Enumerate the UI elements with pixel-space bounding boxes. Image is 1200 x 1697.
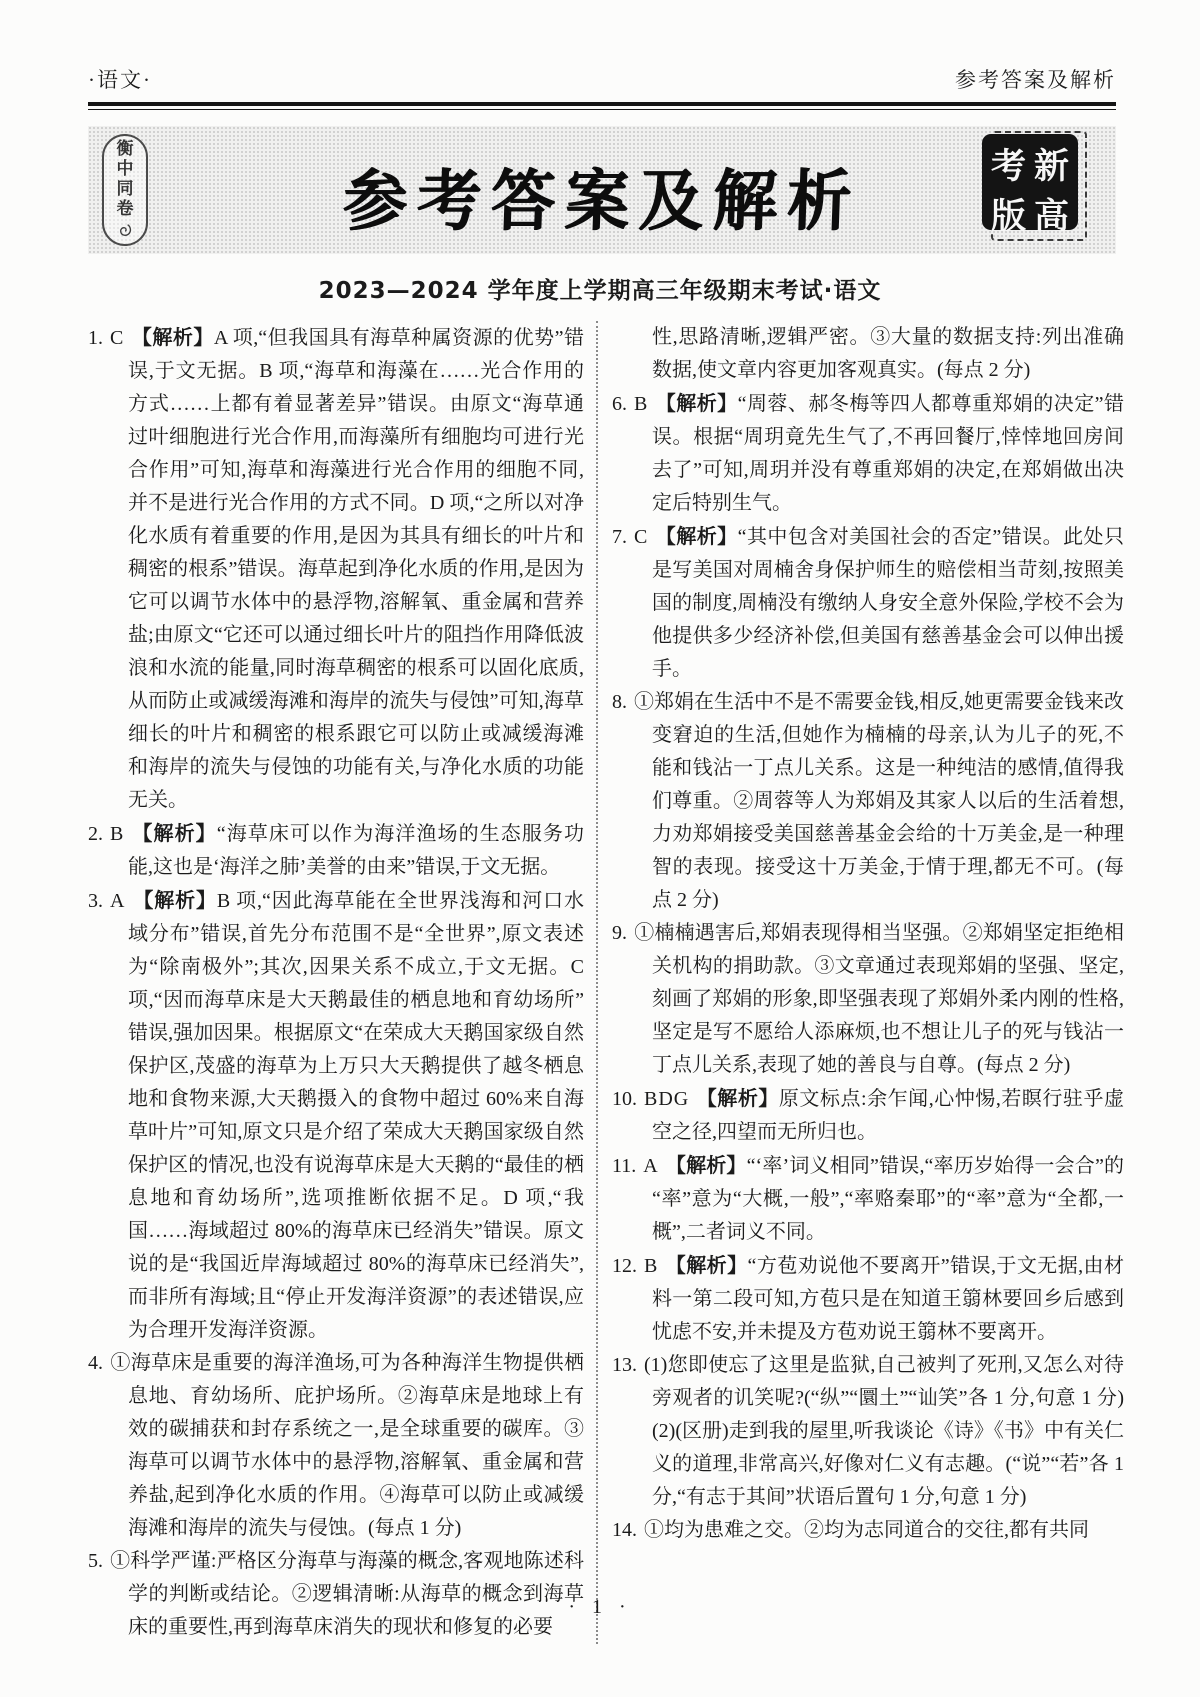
item-number: 7.: [612, 526, 627, 548]
item-answer: B: [634, 393, 649, 415]
stamp-right-char: 高: [1033, 197, 1069, 237]
answer-item-7: [612, 520, 1124, 686]
answer-item-6: [612, 387, 1124, 520]
jiexi-label: 【解析】: [131, 325, 214, 349]
item-number: 4.: [88, 1352, 103, 1374]
item-number: 13.: [612, 1354, 637, 1376]
item-text: 原文标点:余乍闻,心忡惕,若瞑行驻乎虚空之径,四望而无所归也。: [652, 1088, 1124, 1143]
answers-two-columns: [88, 321, 1124, 1644]
item-text: “海草床可以作为海洋渔场的生态服务功能,这也是‘海洋之肺’美誉的由来”错误,于文无据。: [128, 823, 584, 878]
item-text: “方苞劝说他不要离开”错误,于文无据,由材料一第二段可知,方苞只是在知道王篛林要回乡后感到忧虑不安,并未提及方苞劝说王篛林不要离开。: [652, 1255, 1124, 1343]
item-number: 12.: [612, 1255, 637, 1277]
answer-item-2: [88, 817, 584, 884]
header-rule: [88, 102, 1116, 110]
stamp-left-char: 中: [116, 159, 134, 178]
item-number: 11.: [612, 1155, 637, 1177]
jiexi-label: 【解析】: [655, 524, 738, 548]
answer-item-5: [88, 1545, 584, 1644]
item-number: 1.: [88, 327, 103, 349]
item-number: 8.: [612, 691, 627, 713]
jiexi-label: 【解析】: [131, 821, 217, 845]
answer-item-4: [88, 1347, 584, 1545]
item-text: (1)您即使忘了这里是监狱,自己被判了死刑,又怎么对待旁观者的讥笑呢?(“纵”“圜土”“讪笑”各 1 分,句意 1 分) (2)(区册)走到我的屋里,听我谈论《诗》《书》中有关仁义的道理,非常高兴,好像对仁义有志趣。(“说”“若”各 1 分,“有志于其间”状语后置句 1 分,句意 1 分): [644, 1354, 1124, 1508]
item-answer: A: [110, 890, 126, 912]
item-answer: B: [644, 1255, 659, 1277]
left-column: [88, 321, 596, 1644]
item-text: B 项,“因此海草能在全世界浅海和河口水域分布”错误,首先分布范围不是“全世界”,原文表述为“除南极外”;其次,因果关系不成立,于文无据。C 项,“因而海草床是大天鹅最佳的栖息地和育幼场所”错误,强加因果。根据原文“在荣成大天鹅国家级自然保护区,茂盛的海草为上万只大天鹅提供了越冬栖息地和食物来源,大天鹅摄入的食物中超过 60%来自海草叶片”可知,原文只是介绍了荣成大天鹅国家级自然保护区的情况,也没有说海草床是大天鹅的“最佳的栖息地和育幼场所”,选项推断依据不足。D 项,“我国……海域超过 80%的海草床已经消失”错误。原文说的是“我国近岸海域超过 80%的海草床已经消失”,而非所有海域;且“停止开发海洋资源”的表述错误,应为合理开发海洋资源。: [128, 890, 585, 1341]
item-text: ①均为患难之交。②均为志同道合的交往,都有共同: [644, 1519, 1089, 1541]
item-answer: C: [110, 327, 125, 349]
item-text: “‘率’词义相同”错误,“率历岁始得一会合”的“率”意为“大概,一般”,“率赂秦耶”的“率”意为“全都,一概”,二者词义不同。: [652, 1155, 1124, 1243]
answer-item-10: [612, 1082, 1124, 1149]
stamp-left-char: 同: [116, 179, 134, 198]
stamp-right-char: 考: [990, 147, 1026, 187]
page-number: · 1 ·: [568, 1596, 632, 1618]
stamp-left-char: 卷: [116, 199, 134, 218]
answer-item-12: [612, 1249, 1124, 1349]
answer-item-1: [88, 321, 584, 817]
item-text: ①海草床是重要的海洋渔场,可为各种海洋生物提供栖息地、育幼场所、庇护场所。②海草床是地球上有效的碳捕获和封存系统之一,是全球重要的碳库。③海草可以调节水体中的悬浮物,溶解氧、重金属和营养盐,起到净化水质的作用。④海草可以防止或减缓海滩和海岸的流失与侵蚀。(每点 1 分): [110, 1352, 584, 1539]
stamp-right-char: 版: [990, 197, 1026, 237]
right-column: [596, 321, 1124, 1644]
item-number: 6.: [612, 393, 627, 415]
stamp-right-box: [982, 134, 1078, 237]
answer-item-9: [612, 917, 1124, 1082]
item-text: “其中包含对美国社会的否定”错误。此处只是写美国对周楠舍身保护师生的赔偿相当苛刻,按照美国的制度,周楠没有缴纳人身安全意外保险,学校不会为他提供多少经济补偿,但美国有慈善基金会可以伸出援手。: [652, 526, 1125, 680]
jiexi-label: 【解析】: [655, 391, 738, 415]
answer-item-14: [612, 1514, 1124, 1547]
item-number: 14.: [612, 1519, 637, 1541]
answer-item-13: [612, 1349, 1124, 1514]
exam-subtitle: 2023—2024 学年度上学期高三年级期末考试·语文: [318, 278, 882, 304]
item-answer: A: [643, 1155, 659, 1177]
item-text: ①科学严谨:严格区分海草与海藻的概念,客观地陈述科学的判断或结论。②逻辑清晰:从海草的概念到海草床的重要性,再到海草床消失的现状和修复的必要: [110, 1550, 584, 1638]
jiexi-label: 【解析】: [132, 888, 217, 912]
item-text: ①楠楠遇害后,郑娟表现得相当坚强。②郑娟坚定拒绝相关机构的捐助款。③文章通过表现郑娟的坚强、坚定,刻画了郑娟的形象,即坚强表现了郑娟外柔内刚的性格,坚定是写不愿给人添麻烦,也不想让儿子的死与钱沾一丁点儿关系,表现了她的善良与自尊。(每点 2 分): [634, 922, 1124, 1076]
item-number: 9.: [612, 922, 627, 944]
item-answer: C: [634, 526, 649, 548]
page-title: 参考答案及解析: [341, 163, 863, 241]
item-number: 2.: [88, 823, 103, 845]
jiexi-label: 【解析】: [696, 1086, 779, 1110]
item-number: 5.: [88, 1550, 103, 1572]
item-answer: BDG: [644, 1088, 690, 1110]
answer-item-3: [88, 884, 584, 1347]
new-gaokao-edition-stamp: [982, 134, 1078, 237]
item-text: ①郑娟在生活中不是不需要金钱,相反,她更需要金钱来改变窘迫的生活,但她作为楠楠的母亲,认为儿子的死,不能和钱沾一丁点儿关系。这是一种纯洁的感情,值得我们尊重。②周蓉等人为郑娟及其家人以后的生活着想,力劝郑娟接受美国慈善基金会给的十万美金,是一种理智的表现。接受这十万美金,于情于理,都无不可。(每点 2 分): [634, 691, 1124, 911]
stamp-right-char: 新: [1033, 147, 1069, 187]
item-5-continuation: 性,思路清晰,逻辑严密。③大量的数据支持:列出准确数据,使文章内容更加客观真实。(每点 2 分): [652, 326, 1124, 381]
title-banner: [88, 126, 1116, 254]
answer-item-8: [612, 686, 1124, 917]
item-answer: B: [110, 823, 125, 845]
answer-item-11: [612, 1149, 1124, 1249]
item-text: “周蓉、郝冬梅等四人都尊重郑娟的决定”错误。根据“周玥竟先生气了,不再回餐厅,悻悻地回房间去了”可知,周玥并没有尊重郑娟的决定,在郑娟做出决定后特别生气。: [652, 393, 1125, 514]
running-head-title: 参考答案及解析: [955, 68, 1116, 92]
item-number: 10.: [612, 1088, 637, 1110]
item-text: A 项,“但我国具有海草种属资源的优势”错误,于文无据。B 项,“海草和海藻在……光合作用的方式……上都有着显著差异”错误。由原文“海草通过叶细胞进行光合作用,而海藻所有细胞均可进行光合作用”可知,海草和海藻进行光合作用的细胞不同,并不是进行光合作用的方式不同。D 项,“之所以对净化水质有着重要的作用,是因为其具有细长的叶片和稠密的根系”错误。海草起到净化水质的作用,是因为它可以调节水体中的悬浮物,溶解氧、重金属和营养盐;由原文“它还可以通过细长叶片的阻挡作用降低波浪和水流的能量,同时海草稠密的根系可以固化底质,从而防止或减缓海滩和海岸的流失与侵蚀”可知,海草细长的叶片和稠密的根系跟它可以防止或减缓海滩和海岸的流失与侵蚀的功能有关,与净化水质的功能无关。: [128, 327, 585, 811]
stamp-left-char: 衡: [116, 139, 134, 158]
running-head-subject: ·语文·: [88, 68, 152, 92]
jiexi-label: 【解析】: [665, 1253, 748, 1277]
running-head: [88, 64, 1116, 94]
item-number: 3.: [88, 890, 103, 912]
jiexi-label: 【解析】: [665, 1153, 747, 1177]
